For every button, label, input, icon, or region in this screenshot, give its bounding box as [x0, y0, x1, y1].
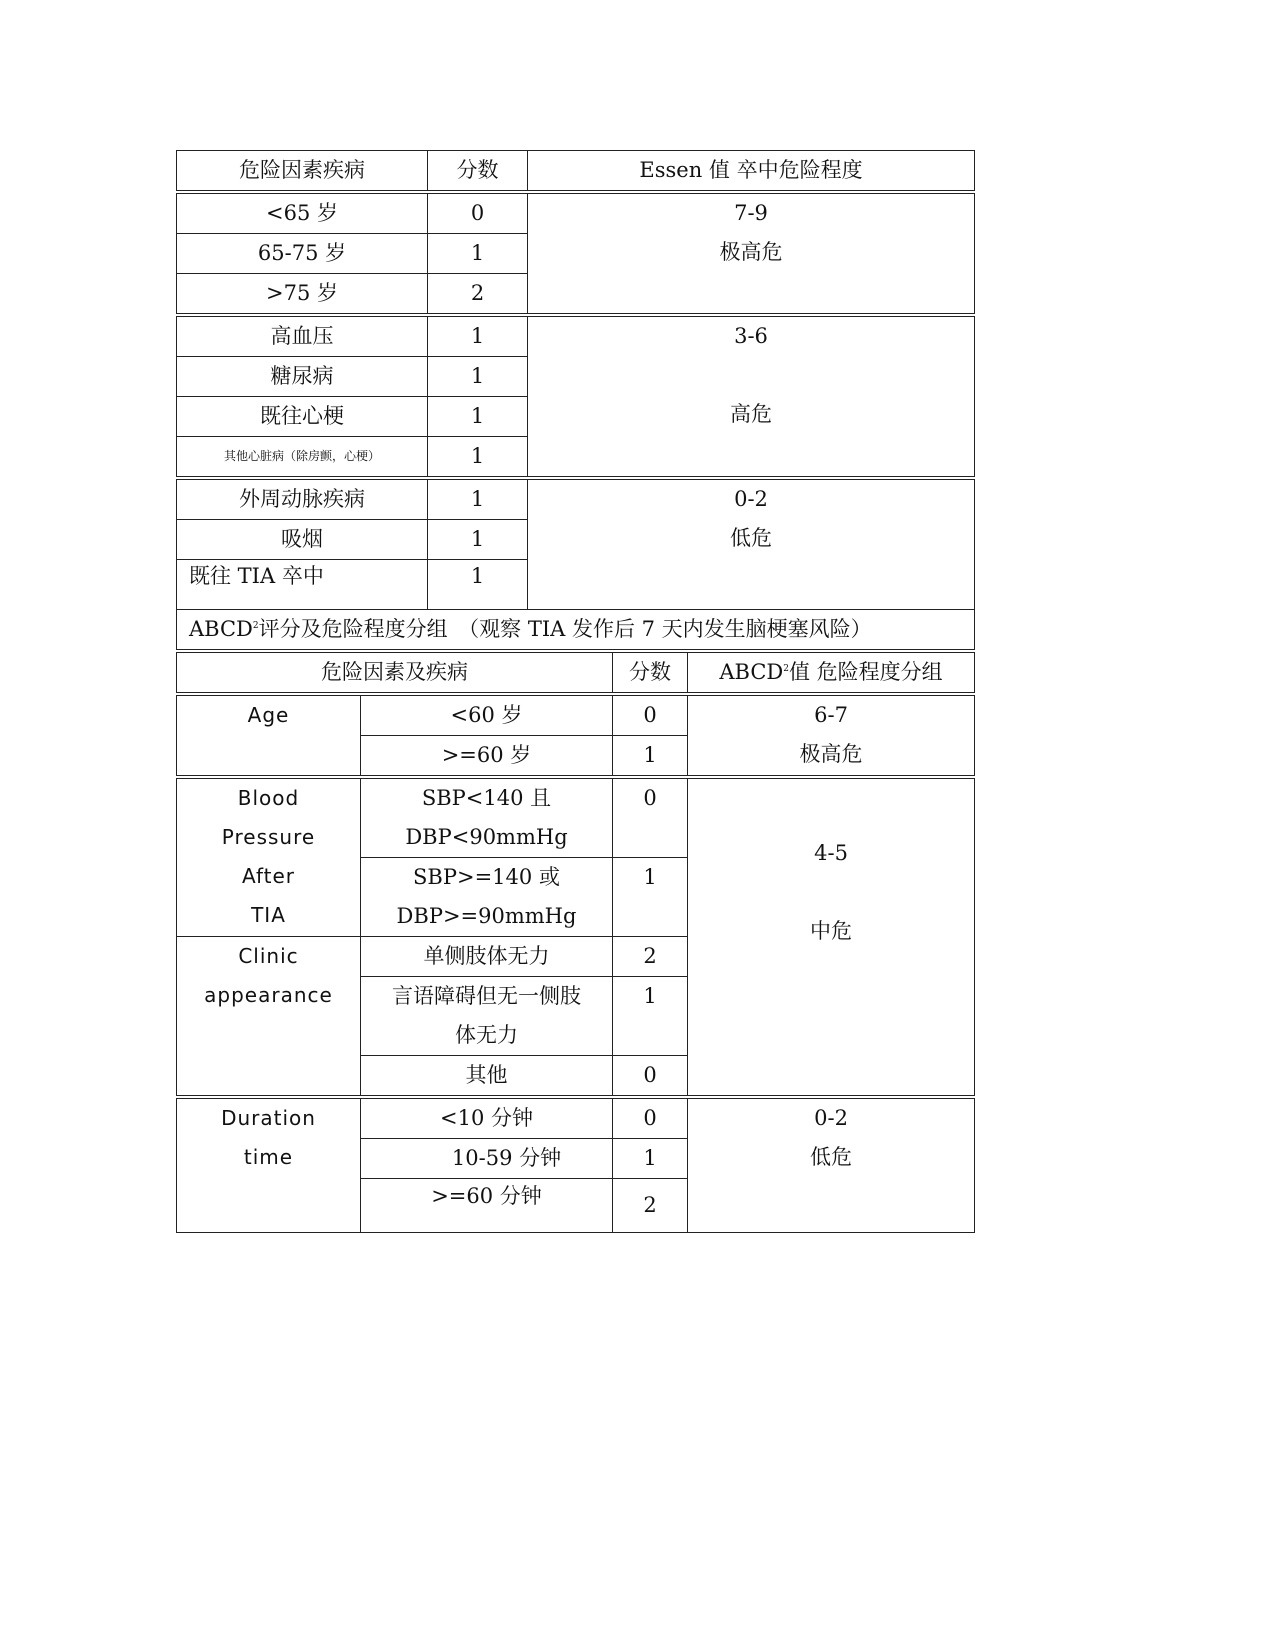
abcd2-score: 0	[613, 777, 688, 858]
essen-header-score: 分数	[428, 151, 528, 193]
essen-factor: 高血压	[177, 315, 428, 357]
essen-score: 1	[428, 234, 528, 274]
table-row	[177, 192, 975, 234]
abcd2-score: 1	[613, 977, 688, 1056]
essen-score: 0	[428, 192, 528, 234]
essen-range: 3-6	[734, 324, 768, 348]
abcd2-header-row	[177, 651, 975, 694]
abcd2-score: 0	[613, 1056, 688, 1098]
essen-factor: <65 岁	[177, 192, 428, 234]
essen-factor: 吸烟	[177, 520, 428, 560]
abcd2-risk-cell-mid	[688, 777, 975, 1097]
abcd2-criterion: 单侧肢体无力	[361, 937, 613, 977]
essen-risk: 低危	[730, 526, 772, 550]
abcd2-criterion: SBP>=140 或 DBP>=90mmHg	[361, 858, 613, 937]
essen-factor: 糖尿病	[177, 357, 428, 397]
essen-range: 7-9	[734, 201, 768, 225]
essen-table	[176, 150, 975, 610]
abcd2-criterion: >=60 分钟	[361, 1179, 613, 1233]
table-row	[177, 1097, 975, 1139]
essen-risk-cell	[528, 478, 975, 610]
abcd2-score: 2	[613, 937, 688, 977]
abcd2-criterion: 言语障碍但无一侧肢 体无力	[361, 977, 613, 1056]
abcd2-criterion: >=60 岁	[361, 736, 613, 778]
abcd2-range: 6-7	[814, 703, 848, 727]
abcd2-title-row	[177, 610, 975, 652]
abcd2-criterion: <60 岁	[361, 694, 613, 736]
essen-factor: 既往 TIA 卒中	[177, 560, 428, 610]
essen-factor: 其他心脏病（除房颤，心梗）	[177, 437, 428, 479]
essen-risk-cell	[528, 315, 975, 478]
essen-header-row	[177, 151, 975, 193]
essen-score: 2	[428, 274, 528, 316]
abcd2-range: 0-2	[814, 1106, 848, 1130]
abcd2-score: 2	[613, 1179, 688, 1233]
abcd2-score: 1	[613, 736, 688, 778]
abcd2-risk-cell	[688, 1097, 975, 1233]
abcd2-clinic-label: Clinic appearance	[177, 937, 361, 1098]
abcd2-risk: 低危	[810, 1145, 853, 1169]
abcd2-range: 4-5	[814, 840, 848, 865]
essen-risk: 高危	[730, 402, 772, 426]
essen-factor: 外周动脉疾病	[177, 478, 428, 520]
abcd2-header-level: ABCD$^2$值 危险程度分组	[688, 651, 975, 694]
essen-score: 1	[428, 437, 528, 479]
abcd2-bp-label: Blood Pressure After TIA	[177, 777, 361, 937]
abcd2-criterion: 10-59 分钟	[361, 1139, 613, 1179]
table-row	[177, 315, 975, 357]
essen-score: 1	[428, 560, 528, 610]
table-row	[177, 478, 975, 520]
essen-risk-cell	[528, 192, 975, 315]
abcd2-score: 1	[613, 1139, 688, 1179]
essen-risk: 极高危	[719, 240, 783, 264]
abcd2-criterion: 其他	[361, 1056, 613, 1098]
abcd2-risk: 极高危	[799, 742, 863, 766]
abcd2-criterion: SBP<140 且 DBP<90mmHg	[361, 777, 613, 858]
essen-range: 0-2	[734, 487, 768, 511]
abcd2-age-label: Age	[177, 694, 361, 777]
essen-score: 1	[428, 357, 528, 397]
abcd2-risk: 中危	[810, 918, 853, 943]
abcd2-score: 0	[613, 694, 688, 736]
abcd2-header-factor: 危险因素及疾病	[177, 651, 613, 694]
essen-factor: 65-75 岁	[177, 234, 428, 274]
essen-factor: >75 岁	[177, 274, 428, 316]
essen-score: 1	[428, 478, 528, 520]
essen-factor: 既往心梗	[177, 397, 428, 437]
essen-header-factor: 危险因素疾病	[177, 151, 428, 193]
table-row	[177, 777, 975, 858]
abcd2-risk-cell	[688, 694, 975, 777]
risk-score-document	[176, 150, 974, 1233]
essen-score: 1	[428, 315, 528, 357]
abcd2-header-score: 分数	[613, 651, 688, 694]
abcd2-duration-label: Duration time	[177, 1097, 361, 1233]
abcd2-title: ABCD$^2$评分及危险程度分组 （观察 TIA 发作后 7 天内发生脑梗塞风险）	[177, 610, 975, 652]
essen-header-level: Essen 值 卒中危险程度	[528, 151, 975, 193]
abcd2-score: 0	[613, 1097, 688, 1139]
essen-score: 1	[428, 397, 528, 437]
abcd2-score: 1	[613, 858, 688, 937]
essen-score: 1	[428, 520, 528, 560]
abcd2-table	[176, 609, 975, 1233]
table-row	[177, 694, 975, 736]
abcd2-criterion: <10 分钟	[361, 1097, 613, 1139]
